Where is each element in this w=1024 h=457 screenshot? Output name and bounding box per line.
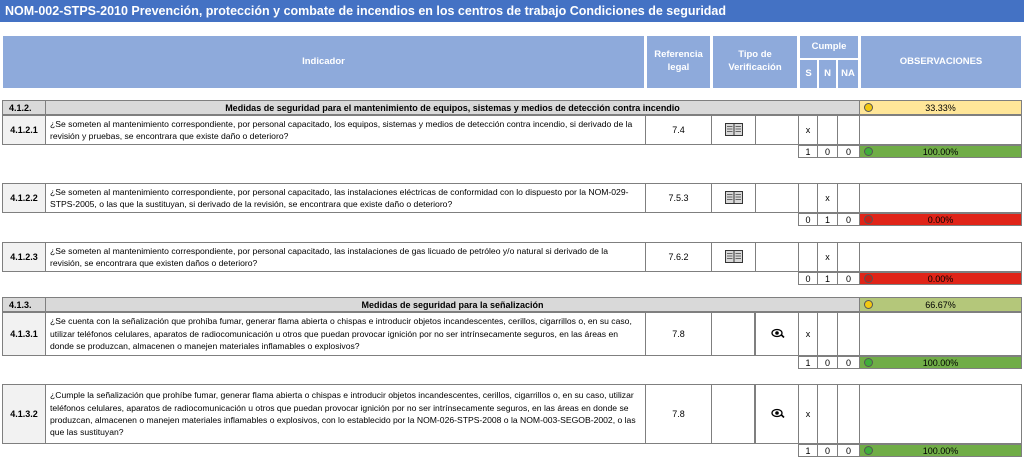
item-percent-cell [859, 272, 1022, 285]
section-title: Medidas de seguridad para la señalización [45, 297, 860, 312]
item-question: ¿Cumple la señalización que prohíbe fumar, generar flama abierta o chispas e introducir objetos incandescentes, cerillos, cigarrillos o, en su caso, utilizar teléfonos celulares, aparatos de radiocomunicación u otros que puedan provocar ignición por no ser intrínsecamente seguros, en las áreas en donde se produzcan, almacenen o manejen materiales inflamables o explosivos, con lo establecido por la NOM-026-STPS-2008 o la NOM-003-SEGOB-2002, o las que las sustituyan? [45, 384, 646, 444]
cumple-n-checkbox[interactable] [817, 115, 838, 145]
item-question: ¿Se someten al mantenimiento correspondiente, por personal capacitado, los equipos, sistemas y medios de detección contra incendio, si derivado de la revisión y pruebas, se encontrara que existe daño o deterioro? [45, 115, 646, 145]
header-tipo-verificacion: Tipo de Verificación [712, 35, 798, 89]
verification-cell [711, 115, 756, 145]
observations-field[interactable] [859, 242, 1022, 272]
item-percent-cell [859, 213, 1022, 226]
count-n: 0 [817, 145, 838, 158]
header-n: N [818, 59, 837, 89]
verification-blank-cell [755, 115, 799, 145]
cumple-na-checkbox[interactable] [837, 183, 860, 213]
item-percent-cell [859, 145, 1022, 158]
cumple-na-checkbox[interactable] [837, 115, 860, 145]
book-icon [725, 250, 743, 265]
item-code: 4.1.2.3 [2, 242, 46, 272]
status-dot-icon [864, 215, 873, 224]
verification-blank-cell [711, 312, 755, 356]
item-code: 4.1.2.2 [2, 183, 46, 213]
count-na: 0 [837, 444, 860, 457]
verification-cell [755, 312, 800, 356]
count-na: 0 [837, 356, 860, 369]
observations-field[interactable] [859, 183, 1022, 213]
header-observaciones: OBSERVACIONES [860, 35, 1022, 89]
verification-blank-cell [711, 384, 755, 444]
count-s: 1 [798, 145, 818, 158]
item-reference: 7.8 [645, 312, 712, 356]
book-icon [725, 123, 743, 138]
status-dot-icon [864, 446, 873, 455]
item-percent: 0.00% [927, 214, 954, 225]
header-na: NA [837, 59, 859, 89]
section-percent: 66.67% [925, 299, 956, 310]
item-code: 4.1.3.2 [2, 384, 46, 444]
item-percent: 100.00% [922, 445, 959, 456]
section-code: 4.1.2. [2, 100, 46, 115]
observations-field[interactable] [859, 384, 1022, 444]
status-dot-icon [864, 147, 873, 156]
count-n: 1 [817, 272, 838, 285]
cumple-s-checkbox[interactable] [798, 183, 818, 213]
count-n: 0 [817, 356, 838, 369]
count-na: 0 [837, 145, 860, 158]
section-percent: 33.33% [925, 102, 956, 113]
item-question: ¿Se cuenta con la señalización que prohíba fumar, generar flama abierta o chispas e introducir objetos incandescentes, cerillos, cigarrillos o, en su caso, utilizar teléfonos celulares, aparatos de radiocomunicación u otros que puedan provocar ignición por no ser intrínsecamente seguros, en las áreas en donde se produzcan, almacenen o manejen materiales inflamables o explosivos? [45, 312, 646, 356]
cumple-na-checkbox[interactable] [837, 384, 860, 444]
cumple-n-checkbox[interactable] [817, 312, 838, 356]
item-reference: 7.4 [645, 115, 712, 145]
count-na: 0 [837, 272, 860, 285]
item-question: ¿Se someten al mantenimiento correspondiente, por personal capacitado, las instalaciones de gas licuado de petróleo y/o natural si derivado de la revisión, se encontrara que existen daños o deterioro? [45, 242, 646, 272]
verification-cell [755, 384, 800, 444]
cumple-na-checkbox[interactable] [837, 242, 860, 272]
count-n: 1 [817, 213, 838, 226]
item-code: 4.1.2.1 [2, 115, 46, 145]
item-code: 4.1.3.1 [2, 312, 46, 356]
item-percent-cell [859, 356, 1022, 369]
count-s: 0 [798, 272, 818, 285]
item-question: ¿Se someten al mantenimiento correspondiente, por personal capacitado, las instalaciones eléctricas de conformidad con lo dispuesto por la NOM-029-STPS-2005, o las que la sustituyan, si derivado de la revisión, se encontrara que existe daño o deterioro? [45, 183, 646, 213]
observations-field[interactable] [859, 312, 1022, 356]
cumple-n-checkbox[interactable]: x [817, 242, 838, 272]
count-s: 0 [798, 213, 818, 226]
cumple-n-checkbox[interactable]: x [817, 183, 838, 213]
cumple-s-checkbox[interactable]: x [798, 384, 818, 444]
header-cumple: Cumple [799, 35, 859, 59]
section-percent-cell [859, 297, 1022, 312]
cumple-s-checkbox[interactable] [798, 242, 818, 272]
item-reference: 7.8 [645, 384, 712, 444]
verification-blank-cell [755, 242, 799, 272]
header-referencia-legal: Referencia legal [646, 35, 711, 89]
eye-icon [771, 328, 785, 340]
item-percent-cell [859, 444, 1022, 457]
count-n: 0 [817, 444, 838, 457]
eye-icon [771, 408, 785, 420]
header-s: S [799, 59, 818, 89]
status-dot-icon [864, 358, 873, 367]
status-dot-icon [864, 274, 873, 283]
book-icon [725, 191, 743, 206]
item-percent: 100.00% [922, 146, 959, 157]
item-percent: 0.00% [927, 273, 954, 284]
cumple-s-checkbox[interactable]: x [798, 115, 818, 145]
section-code: 4.1.3. [2, 297, 46, 312]
count-s: 1 [798, 444, 818, 457]
cumple-n-checkbox[interactable] [817, 384, 838, 444]
status-dot-icon [864, 300, 873, 309]
verification-cell [711, 242, 756, 272]
status-dot-icon [864, 103, 873, 112]
cumple-s-checkbox[interactable]: x [798, 312, 818, 356]
cumple-na-checkbox[interactable] [837, 312, 860, 356]
item-reference: 7.5.3 [645, 183, 712, 213]
count-na: 0 [837, 213, 860, 226]
item-reference: 7.6.2 [645, 242, 712, 272]
count-s: 1 [798, 356, 818, 369]
sheet-title: NOM-002-STPS-2010 Prevención, protección y combate de incendios en los centros de trabajo Condiciones de seguridad [0, 0, 1024, 22]
observations-field[interactable] [859, 115, 1022, 145]
verification-blank-cell [755, 183, 799, 213]
section-percent-cell [859, 100, 1022, 115]
verification-cell [711, 183, 756, 213]
section-title: Medidas de seguridad para el mantenimiento de equipos, sistemas y medios de detección contra incendio [45, 100, 860, 115]
item-percent: 100.00% [922, 357, 959, 368]
header-indicador: Indicador [2, 35, 645, 89]
